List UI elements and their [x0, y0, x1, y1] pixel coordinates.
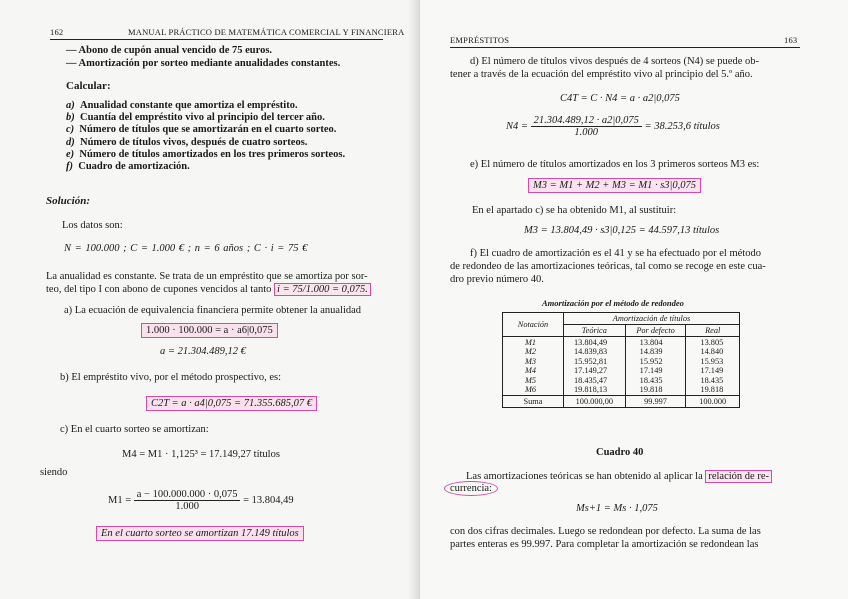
- part-a-result: a = 21.304.489,12 €: [160, 346, 246, 357]
- sum-defecto: 99.997: [625, 396, 686, 408]
- siendo-label: siendo: [40, 467, 68, 478]
- datos-line: N = 100.000 ; C = 1.000 € ; n = 6 años ; C · i = 75 €: [64, 243, 308, 254]
- part-b-equation-highlight: C2T = a · a4|0,075 = 71.355.685,07 €: [146, 396, 317, 411]
- task-list: [66, 100, 345, 173]
- bullet-coupon: — Abono de cupón anual vencido de 75 euros.: [66, 45, 273, 56]
- amortization-table: [502, 312, 740, 408]
- header-notacion: Notación: [503, 313, 564, 337]
- header-defecto: Por defecto: [625, 325, 686, 337]
- left-running-head: MANUAL PRÁCTICO DE MATEMÁTICA COMERCIAL Y FINANCIERA: [128, 27, 405, 37]
- n4-formula: N4 = $\frac{21.304.489,12 \cdot a2|0,075}{1.000}$ = 38.253,6 títulos: [506, 115, 720, 138]
- recurrence-line2: [444, 483, 498, 494]
- table-title: Amortización por el método de redondeo: [542, 298, 684, 308]
- datos-label: Los datos son:: [62, 220, 123, 231]
- solucion-heading: Solución:: [46, 195, 91, 207]
- closing-line2: partes enteras es 99.997. Para completar la amortización se redondean las: [450, 539, 759, 550]
- col-real-values: 13.805 14.840 15.953 17.149 18.435 19.818: [686, 337, 740, 396]
- part-d-line1: d) El número de títulos vivos después de 4 sorteos (N4) se puede ob-: [470, 56, 759, 67]
- left-page-number: 162: [50, 27, 64, 37]
- left-header-rule: [50, 39, 383, 40]
- rate-highlight: i = 75/1.000 = 0,075.: [274, 283, 371, 296]
- part-c-equation: M4 = M1 · 1,125³ = 17.149,27 títulos: [122, 449, 280, 460]
- part-f-line2: de redondeo de las amortizaciones teóricas, tal como se recoge en este cua-: [450, 261, 766, 272]
- closing-line1: con dos cifras decimales. Luego se redondean por defecto. La suma de las: [450, 526, 761, 537]
- part-e-intro: e) El número de títulos amortizados en los 3 primeros sorteos M3 es:: [470, 159, 760, 170]
- sum-real: 100.000: [686, 396, 740, 408]
- part-e-text: En el apartado c) se ha obtenido M1, al sustituir:: [472, 205, 677, 216]
- task-c: c) Número de títulos que se amortizarán en el cuarto sorteo.: [66, 124, 337, 136]
- task-f: f) Cuadro de amortización.: [66, 161, 190, 173]
- task-e: e) Número de títulos amortizados en los tres primeros sorteos.: [66, 148, 346, 160]
- task-a: a) Anualidad constante que amortiza el empréstito.: [66, 100, 298, 111]
- annuity-text-line1: La anualidad es constante. Se trata de un empréstito que se amortiza por sor-: [46, 271, 368, 282]
- recurrence-equation: Ms+1 = Ms · 1,075: [576, 503, 658, 514]
- part-c-intro: c) En el cuarto sorteo se amortizan:: [60, 424, 209, 435]
- task-b: b) Cuantía del empréstito vivo al principio del tercer año.: [66, 112, 325, 124]
- part-a-equation-highlight: 1.000 · 100.000 = a · a6|0,075: [141, 323, 278, 338]
- table-header-row: [503, 313, 740, 325]
- sum-label: Suma: [503, 396, 564, 408]
- bullet-amortization: — Amortización por sorteo mediante anualidades constantes.: [66, 58, 341, 69]
- table-sum-row: [503, 396, 740, 408]
- part-d-equation: C4T = C · N4 = a · a2|0,075: [560, 93, 680, 104]
- sum-teorica: 100.000,00: [564, 396, 626, 408]
- col-defecto-values: 13.804 14.839 15.952 17.149 18.435 19.818: [625, 337, 686, 396]
- right-running-head: EMPRÉSTITOS: [450, 35, 510, 45]
- part-a-intro: a) La ecuación de equivalencia financiera permite obtener la anualidad: [64, 305, 362, 316]
- part-d-line2: tener a través de la ecuación del empréstito vivo al principio del 5.º año.: [450, 69, 753, 80]
- header-teorica: Teórica: [564, 325, 626, 337]
- task-d: d) Número de títulos vivos, después de cuatro sorteos.: [66, 136, 308, 148]
- part-f-line1: f) El cuadro de amortización es el 41 y se ha efectuado por el método: [470, 248, 761, 259]
- right-page: [420, 0, 848, 599]
- m1-formula: M1 = $\frac{a - 100.000.000 \cdot 0,075}{1.000}$ = 13.804,49: [108, 489, 294, 512]
- part-e-result: M3 = 13.804,49 · s3|0,125 = 44.597,13 títulos: [524, 225, 720, 236]
- m1-fraction: $\frac{a - 100.000.000 \cdot 0,075}{1.000}$: [134, 489, 241, 512]
- part-b-intro: b) El empréstito vivo, por el método prospectivo, es:: [60, 372, 282, 383]
- part-c-conclusion-highlight: En el cuarto sorteo se amortizan 17.149 títulos: [96, 526, 304, 541]
- calcular-heading: Calcular:: [66, 80, 111, 92]
- recurrence-line1: Las amortizaciones teóricas se han obtenido al aplicar la relación de re-: [466, 471, 772, 482]
- recurrence-highlight: relación de re-: [705, 470, 772, 483]
- left-page: [0, 0, 420, 599]
- part-f-line3: dro previo número 40.: [450, 274, 544, 285]
- n4-fraction: $\frac{21.304.489,12 \cdot a2|0,075}{1.000}$: [531, 115, 642, 138]
- header-real: Real: [686, 325, 740, 337]
- part-e-equation-highlight: M3 = M1 + M2 + M3 = M1 · s3|0,075: [528, 178, 701, 193]
- col-teorica-values: 13.804,49 14.839,83 15.952,81 17.149,27 18.435,47 19.818,13: [564, 337, 626, 396]
- right-page-number: 163: [784, 35, 798, 45]
- table-data-block: [503, 337, 740, 396]
- annuity-text-line2: teo, del tipo I con abono de cupones vencidos al tanto i = 75/1.000 = 0,075.: [46, 284, 371, 295]
- table-caption: Cuadro 40: [596, 447, 644, 458]
- right-header-rule: [450, 47, 800, 48]
- recurrence-circled-word: currencia:: [444, 481, 498, 496]
- header-group: Amortización de títulos: [564, 313, 740, 325]
- col-notacion-values: M1 M2 M3 M4 M5 M6: [503, 337, 564, 396]
